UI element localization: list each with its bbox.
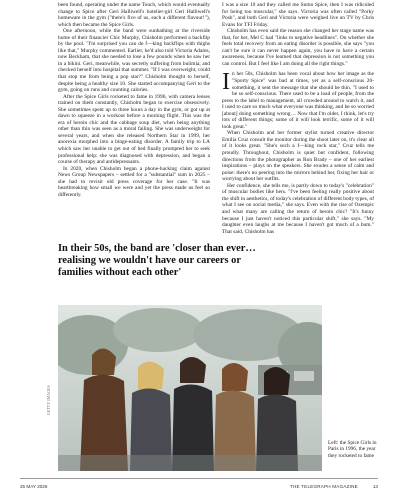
photo-credit: GETTY IMAGES: [47, 385, 51, 415]
article-paragraph: been found, operating under the name Touch, which would eventually change to Spice after Geri Halliwell's hotelier-girl Geri Halliwell's homeware in the gym ("there's five of us, each a different flavour!"), which then became the Spice Girls.: [58, 2, 210, 28]
article-column-left: [58, 2, 210, 198]
article-paragraph: Her confidence, she tells me, is partly down to today's "celebration" of muscular bodies like hers. "I've been feeling really positive about the shift in aesthetics, of today's celebration of different body types, of what I see on social media," she says. Even with the rise of Ozempic and what many are calling the return of heroin chic? "It's funny because I just haven't noticed this particular shift," she says. "My daughter even laughs at me because I haven't got much of a bum." That said, Chisholm has: [222, 182, 374, 235]
pull-quote: In their 50s, the band are 'closer than ever… realising we wouldn't have our careers or families without each other': [58, 243, 256, 279]
page-footer: [20, 478, 378, 491]
article-paragraph-dropcap: [222, 71, 374, 130]
photo-caption: Left: the Spice Girls in Paris in 1996, the year they rocketed to fame: [328, 440, 377, 459]
article-paragraph: Chisholm has even said the reason she changed her stage name was that, for her, Mel C had "links to negative headlines". On whether she feels total recovery from an eating disorder is possible, she says "you can't be sure it can never happen again, you have to have a certain awareness, because I've learned that depression is not something you can control. But I feel like I am doing all the right things.": [222, 28, 374, 67]
article-columns: [58, 2, 378, 240]
footer-magazine-name: THE TELEGRAPH MAGAZINE: [290, 484, 358, 489]
article-paragraph: When Chisholm and her former stylist turned creative director Emilia Cruz consult the monitor during the shoot later on, it's clear all of it looks great. "She's such a f—king rock star," Cruz tells me proudly. Throughout, Chisholm is quiet but confident, following directions from the photographer as Ron Brady – one of her earliest inspirations – plays on the speakers. She exudes a sense of calm and poise: there's no peering into the mirrors behind her, fixing her hair or worrying about her outfits.: [222, 130, 374, 183]
article-column-right: [222, 2, 374, 235]
footer-date: 25 MAY 2026: [20, 484, 48, 489]
dropcap-paragraph-text: n her 50s, Chisholm has been vocal about how her image as the "Sporty Spice" was bad at times, yet as a self-conscious 20-something, it sent the message that she should be thin. "I used to be so self-conscious. There used to be a load of people, from the press to the label to management, all crowded around to watch it, and I used to care so much what everyone was thinking, and be so worried [about] doing something wrong… Now that I'm older, I think, let's try lots of different things; some of it will look terrific, some of it will look great.": [222, 71, 374, 130]
group-photo-illustration: [58, 305, 322, 471]
article-paragraph: One afternoon, while the band were sunbathing at the riverside home of their financier Chic Murphy, Chisholm performed a backflip by the pool. "I'm surprised you can do f—king backflips with thighs like that," Murphy commented. Earlier, he'd also told Victoria Adams, now Beckham, that she needed to lose a few pounds when he saw her in a bikini. Geri, meanwhile, was secretly suffering from bulimia, and checked herself into hospital that summer. "If I was overweight, could that stop me from being a pop star?" Chisholm thought to herself, despite being a healthy size 10. She started accompanying Geri to the gym, going on runs and counting calories.: [58, 28, 210, 94]
article-paragraph: In 2020, when Chisholm began a phone-hacking claim against News Group Newspapers – settled for a "substantial" sum in 2025 – she had to revisit old press coverage for her case. "It was heartbreaking how small we were and yet the press made us feel so differently.: [58, 165, 210, 198]
group-photo: [58, 305, 322, 471]
drop-cap: I: [222, 69, 230, 96]
article-paragraph: I was a size 10 and they called me Sumo Spice, then I was ridiculed for being too muscular," she says. Victoria was often called "Porky Posh", and both Geri and Victoria were weighed live on TV by Chris Evans for TFI Friday.: [222, 2, 374, 28]
article-paragraph: After the Spice Girls rocketed to fame in 1996, with camera lenses trained on them constantly, Chisholm began to exercise obsessively. She sometimes spent up to three hours a day in the gym, or got up at dawn to squeeze in a workout before a morning flight. This was the era of heroin chic and the cabbage soup diet, when being anything other than thin was seen as a moral failing. She was underweight for several years, and when she released Northern Star in 1999, her anorexia morphed into a binge-eating disorder. A family trip to LA which saw her unable to get out of bed finally prompted her to seek professional help: she was diagnosed with depression, and began a course of therapy and antidepressants.: [58, 93, 210, 166]
page-number: 13: [372, 484, 378, 489]
